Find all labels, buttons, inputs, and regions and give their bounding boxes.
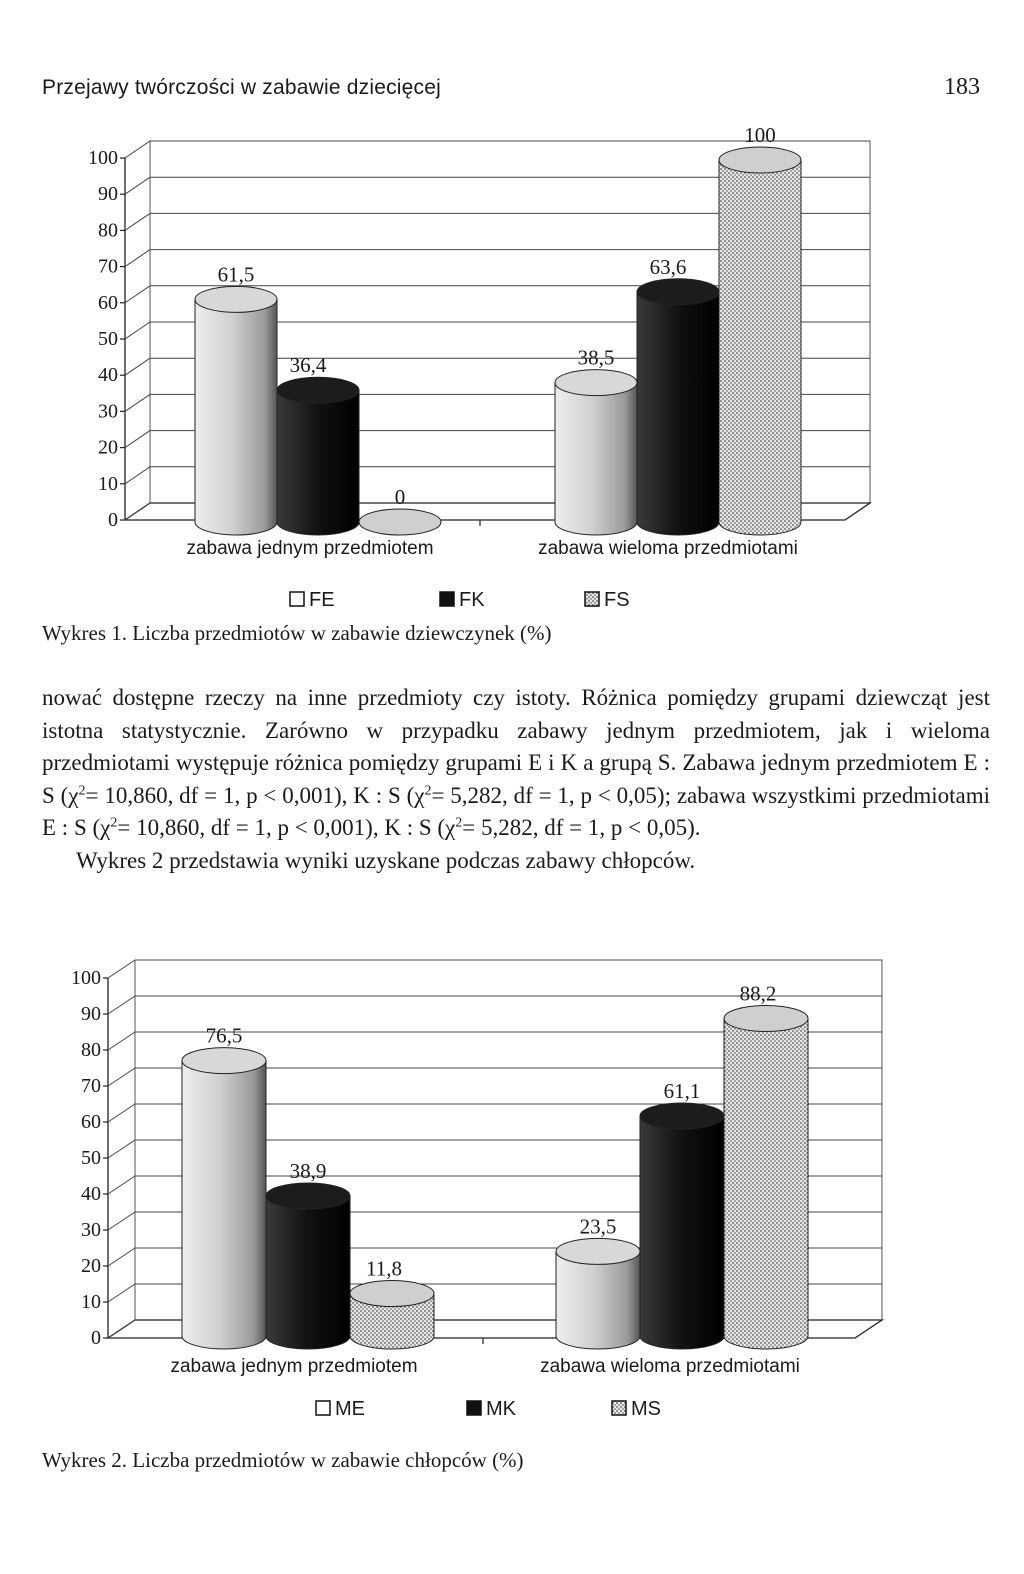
chart-1-caption: Wykres 1. Liczba przedmiotów w zabawie dziewczynek (%)	[42, 621, 552, 645]
grid-diagonal	[125, 213, 150, 230]
grid-diagonal	[108, 1140, 135, 1158]
grid-diagonal	[125, 431, 150, 448]
bar-FK-0-body	[277, 390, 359, 535]
bar-FK-0-top	[277, 377, 359, 403]
grid-diagonal	[125, 286, 150, 303]
legend-label-FK: FK	[459, 589, 485, 611]
running-title: Przejawy twórczości w zabawie dziecięcej	[42, 76, 441, 99]
data-label-FE-1: 38,5	[577, 345, 615, 370]
grid-diagonal	[108, 1320, 135, 1338]
bar-MK-0-body	[266, 1196, 350, 1349]
y-tick-label: 30	[98, 400, 118, 423]
paragraph-2: Wykres 2 przedstawia wyniki uzyskane podczas zabawy chłopców.	[76, 847, 696, 873]
data-label-ME-0: 76,5	[205, 1023, 243, 1048]
y-tick-label: 0	[91, 1327, 101, 1349]
grid-diagonal	[125, 503, 150, 520]
bar-FK-1-body	[637, 292, 719, 535]
grid-diagonal	[108, 960, 135, 978]
grid-diagonal	[125, 358, 150, 375]
bar-FS-0	[359, 509, 441, 535]
y-tick-label: 70	[98, 255, 118, 278]
y-tick-label: 40	[81, 1183, 101, 1205]
bar-FK-1-top	[637, 279, 719, 305]
grid-diagonal	[125, 322, 150, 339]
legend-swatch-MS	[612, 1401, 626, 1415]
bar-FK-1	[637, 279, 719, 535]
y-tick-label: 20	[81, 1255, 101, 1277]
data-label-FE-0: 61,5	[217, 262, 255, 287]
grid-diagonal	[108, 996, 135, 1014]
legend-swatch-FE	[290, 592, 304, 606]
bar-ME-1-top	[556, 1238, 640, 1264]
bar-FE-0-top	[195, 286, 277, 312]
bar-FS-0-top	[359, 509, 441, 535]
bar-MS-1	[724, 1005, 808, 1349]
bar-ME-0-top	[182, 1048, 266, 1074]
data-label-ME-1: 23,5	[579, 1214, 617, 1239]
y-tick-label: 70	[81, 1075, 101, 1097]
bar-MS-0	[350, 1281, 434, 1349]
bar-FS-1-body	[719, 160, 801, 535]
paragraph-1: nować dostępne rzeczy na inne przedmioty czy istoty. Różnica pomiędzy grupami dziewcząt jest istotna statystycznie. Zarówno w przypadku zabawy jednym przedmiotem, jak i wieloma przedmiotami występuje różnica pomiędzy grupami E i K a grupą S. Zabawa jednym przedmiotem E : S ($\chi^2= 10,860$, df = 1, p < 0,001), K : S ($\chi^2= 5,282$, df = 1, p < 0,05); zabawa wszystkimi przedmiotami E : S ($\chi^2= 10,860$, df = 1, p < 0,001), K : S ($\chi^2= 5,282$, df = 1, p < 0,05).	[42, 685, 990, 840]
y-tick-label: 100	[88, 147, 118, 169]
bar-FS-1	[719, 147, 801, 535]
bar-FE-0	[195, 286, 277, 535]
grid-diagonal	[108, 1284, 135, 1302]
x-category-label: zabawa wieloma przedmiotami	[538, 538, 798, 559]
bar-MS-1-body	[724, 1018, 808, 1349]
legend-label-FS: FS	[604, 589, 630, 611]
y-tick-label: 90	[81, 1003, 101, 1025]
y-tick-label: 40	[98, 364, 118, 387]
grid-diagonal	[108, 1248, 135, 1266]
grid-diagonal	[108, 1212, 135, 1230]
legend-swatch-FK	[440, 592, 454, 606]
data-label-MK-0: 38,9	[289, 1158, 327, 1183]
x-category-label: zabawa wieloma przedmiotami	[540, 1356, 800, 1377]
body-text	[42, 682, 990, 877]
data-label-FK-0: 36,4	[289, 353, 327, 378]
legend-label-FE: FE	[309, 589, 335, 611]
bar-MS-0-top	[350, 1281, 434, 1307]
grid-diagonal	[108, 1176, 135, 1194]
bar-ME-0-body	[182, 1061, 266, 1349]
grid-diagonal	[125, 467, 150, 484]
grid-diagonal	[108, 1104, 135, 1122]
chart-2-boys	[0, 950, 1024, 1450]
x-category-label: zabawa jednym przedmiotem	[186, 538, 434, 559]
grid-diagonal	[125, 177, 150, 194]
bar-MK-1-top	[640, 1103, 724, 1129]
y-tick-label: 0	[108, 509, 118, 531]
data-label-FS-0: 0	[394, 485, 406, 509]
y-tick-label: 30	[81, 1219, 101, 1241]
y-tick-label: 10	[81, 1291, 101, 1313]
grid-diagonal	[108, 1032, 135, 1050]
legend-swatch-ME	[316, 1401, 330, 1415]
x-category-label: zabawa jednym przedmiotem	[170, 1356, 418, 1377]
y-tick-label: 10	[98, 472, 118, 495]
bar-ME-1-body	[556, 1251, 640, 1349]
bar-FS-1-top	[719, 147, 801, 173]
data-label-MS-0: 11,8	[366, 1256, 402, 1281]
bar-FE-1	[555, 370, 637, 535]
data-label-FK-1: 63,6	[649, 254, 687, 279]
grid-diagonal	[125, 394, 150, 411]
data-label-MS-1: 88,2	[739, 981, 777, 1006]
y-tick-label: 90	[98, 183, 118, 206]
y-tick-label: 50	[98, 328, 118, 350]
legend-swatch-MK	[467, 1401, 481, 1415]
bar-FE-0-body	[195, 299, 277, 535]
page-number: 183	[944, 74, 980, 100]
y-tick-label: 60	[98, 291, 118, 314]
data-label-FS-1: 100	[744, 123, 776, 147]
bar-MK-0-top	[266, 1183, 350, 1209]
legend-label-MK: MK	[486, 1398, 516, 1420]
bar-FE-1-top	[555, 370, 637, 396]
chart-2-caption: Wykres 2. Liczba przedmiotów w zabawie chłopców (%)	[42, 1448, 524, 1472]
bar-FE-1-body	[555, 383, 637, 535]
legend-label-ME: ME	[335, 1398, 365, 1420]
bar-ME-0	[182, 1048, 266, 1349]
y-tick-label: 20	[98, 436, 118, 459]
bar-ME-1	[556, 1238, 640, 1349]
grid-diagonal	[108, 1068, 135, 1086]
bar-MS-1-top	[724, 1005, 808, 1031]
y-tick-label: 50	[81, 1147, 101, 1169]
y-tick-label: 80	[98, 219, 118, 242]
y-tick-label: 80	[81, 1039, 101, 1061]
legend-swatch-FS	[585, 592, 599, 606]
bar-MK-1-body	[640, 1116, 724, 1349]
y-tick-label: 100	[71, 967, 101, 989]
legend-label-MS: MS	[631, 1398, 661, 1420]
bar-MK-1	[640, 1103, 724, 1349]
bar-FK-0	[277, 377, 359, 535]
bar-MK-0	[266, 1183, 350, 1349]
y-tick-label: 60	[81, 1111, 101, 1133]
grid-diagonal	[125, 250, 150, 267]
data-label-MK-1: 61,1	[663, 1079, 701, 1104]
grid-diagonal	[125, 141, 150, 158]
